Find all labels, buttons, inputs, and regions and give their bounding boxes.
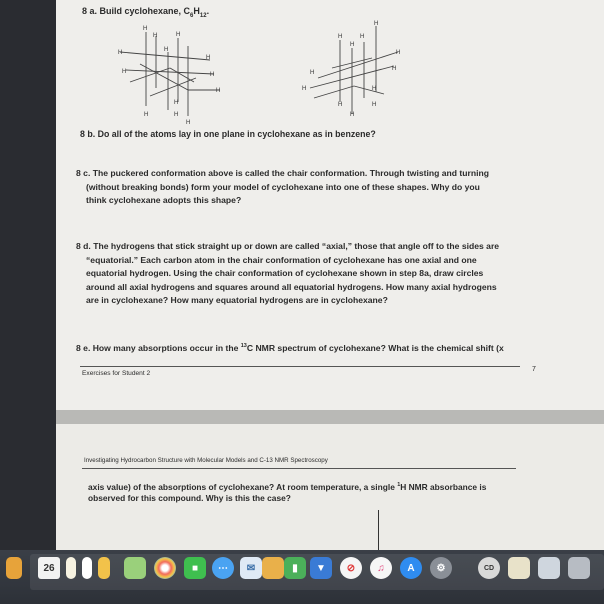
- svg-text:H: H: [206, 55, 211, 61]
- footer-text: Exercises for Student 2: [82, 370, 151, 377]
- preview-icon[interactable]: [508, 557, 530, 579]
- maps-icon[interactable]: [124, 557, 146, 579]
- question-8e-continued-2: observed for this compound. Why is this the case?: [88, 493, 291, 503]
- svg-text:H: H: [396, 50, 401, 56]
- dock: [0, 550, 604, 604]
- question-8e-continued: axis value) of the absorptions of cyclohexane? At room temperature, a single $^1$H NMR absorbance is: [88, 481, 487, 492]
- svg-text:H: H: [174, 112, 179, 118]
- svg-text:H: H: [118, 50, 123, 56]
- svg-text:H: H: [216, 88, 221, 94]
- numbers-icon[interactable]: ▮: [284, 557, 306, 579]
- notes-icon[interactable]: [66, 557, 76, 579]
- messages-icon[interactable]: ⋯: [212, 557, 234, 579]
- svg-text:H: H: [153, 33, 158, 39]
- pages-icon[interactable]: [262, 557, 284, 579]
- stickies-icon[interactable]: [98, 557, 110, 579]
- header-rule: [82, 468, 516, 469]
- svg-text:H: H: [372, 102, 377, 108]
- svg-text:H: H: [144, 112, 149, 118]
- svg-text:H: H: [350, 42, 355, 48]
- photos-icon[interactable]: [154, 557, 176, 579]
- chair-model-left: [110, 20, 230, 130]
- footer-rule: [80, 366, 520, 367]
- question-8a: 8 a. Build cyclohexane, $C_6H_{12}$.: [82, 6, 210, 19]
- dvd-player-icon[interactable]: CD: [478, 557, 500, 579]
- svg-text:H: H: [372, 86, 377, 92]
- page-gap: [56, 410, 604, 424]
- text-cursor: [378, 510, 379, 550]
- svg-text:H: H: [122, 69, 127, 75]
- page-number: 7: [532, 366, 536, 373]
- svg-text:H: H: [392, 66, 397, 72]
- svg-text:H: H: [310, 70, 315, 76]
- svg-text:H: H: [143, 26, 148, 32]
- svg-text:H: H: [338, 102, 343, 108]
- calendar-icon[interactable]: 26: [38, 557, 60, 579]
- document-page-2: [56, 424, 604, 550]
- reminders-icon[interactable]: [82, 557, 92, 579]
- running-header: Investigating Hydrocarbon Structure with Molecular Models and C-13 NMR Spectroscopy: [84, 457, 328, 464]
- svg-text:H: H: [374, 21, 379, 27]
- trash-icon[interactable]: [568, 557, 590, 579]
- app-icon-orange[interactable]: [6, 557, 22, 579]
- svg-text:H: H: [210, 72, 215, 78]
- svg-text:H: H: [302, 86, 307, 92]
- svg-text:H: H: [350, 112, 355, 118]
- svg-text:H: H: [164, 47, 169, 53]
- system-preferences-icon[interactable]: ⚙: [430, 557, 452, 579]
- left-dark-edge: [0, 0, 56, 550]
- chair-model-right: [288, 18, 418, 118]
- keynote-icon[interactable]: ▼: [310, 557, 332, 579]
- question-8d: 8 d. The hydrogens that stick straight up or down are called “axial,” those that angle off to the sides are “equatorial.” Each carbon atom in the chair conformation of cyclohexane has one axial and one equatorial hydrogen. Using the chair conformation of cyclohexane shown in step 8a, draw circles around all axial hydrogens and squares around all equatorial hydrogens. How many axial hydrogens are in cyclohexane? How many equatorial hydrogens are in cyclohexane?: [76, 241, 500, 305]
- mail-icon[interactable]: ✉: [240, 557, 262, 579]
- document-page-1: [56, 0, 604, 410]
- svg-text:H: H: [338, 34, 343, 40]
- app-store-icon[interactable]: A: [400, 557, 422, 579]
- question-8c: 8 c. The puckered conformation above is called the chair conformation. Through twisting and turning (without breaking bonds) form your model of cyclohexane into one of these shapes. Why do you think cyclohexane adopts this shape?: [76, 168, 490, 205]
- svg-text:H: H: [360, 34, 365, 40]
- svg-text:H: H: [176, 32, 181, 38]
- facetime-icon[interactable]: ■: [184, 557, 206, 579]
- question-8b: 8 b. Do all of the atoms lay in one plane in cyclohexane as in benzene?: [80, 129, 376, 139]
- question-8e: 8 e. How many absorptions occur in the $^{13}$C NMR spectrum of cyclohexane? What is the chemical shift (x: [76, 342, 504, 353]
- svg-text:H: H: [174, 100, 179, 106]
- news-icon[interactable]: ⊘: [340, 557, 362, 579]
- svg-text:H: H: [186, 120, 191, 126]
- image-capture-icon[interactable]: [538, 557, 560, 579]
- music-icon[interactable]: ♫: [370, 557, 392, 579]
